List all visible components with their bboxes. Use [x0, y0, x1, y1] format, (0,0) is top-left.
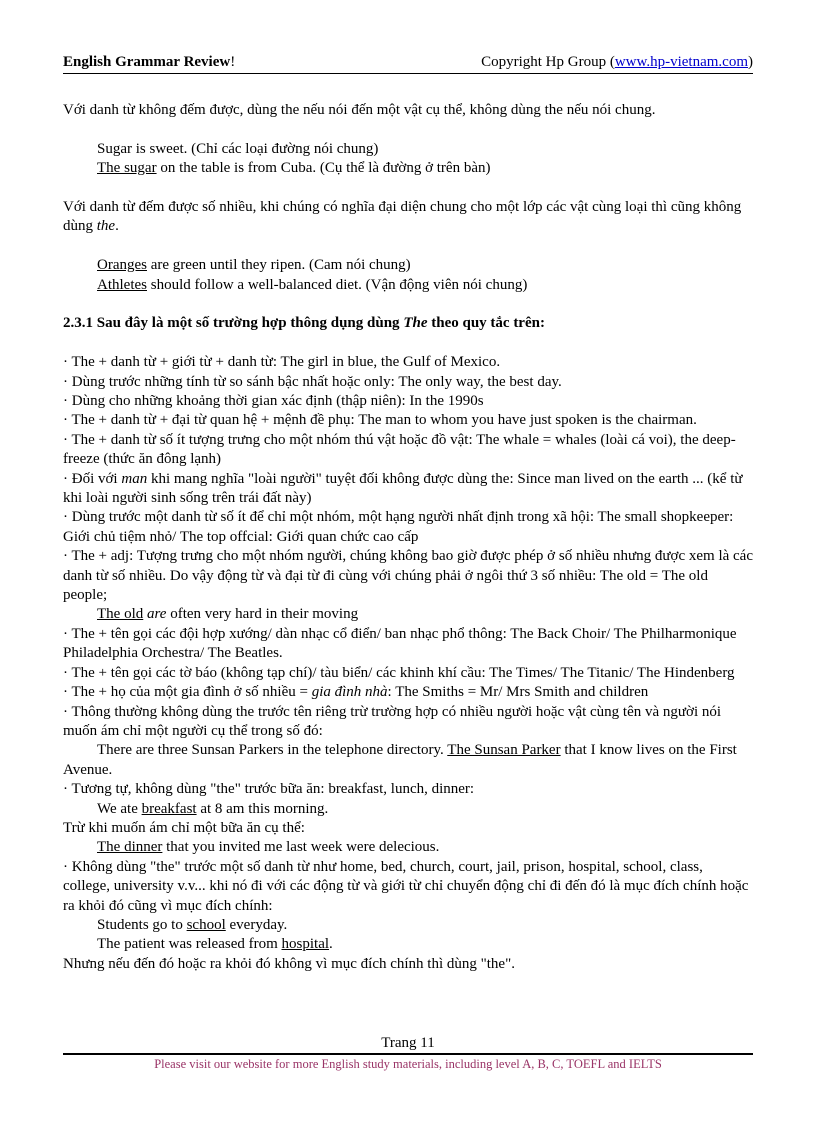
paragraph-uncountable: Với danh từ không đếm được, dùng the nếu nói đến một vật cụ thể, không dùng the nếu nói chung. [63, 102, 656, 118]
header-copyright: Copyright Hp Group (www.hp-vietnam.com) [481, 54, 753, 70]
example-oranges: Oranges are green until they ripen. (Cam nói chung) [97, 257, 411, 274]
rule-item: · Dùng trước những tính từ so sánh bậc nhất hoặc only: The only way, the best day. [63, 373, 562, 390]
rule-item: Trừ khi muốn ám chỉ một bữa ăn cụ thể: [63, 819, 305, 836]
rule-item: · The + danh từ số ít tượng trưng cho một nhóm thú vật hoặc đồ vật: The whale = whales (loài cá voi), the deep-freeze (thức ăn đông lạnh) [63, 431, 736, 468]
page-header [63, 52, 753, 72]
rule-item: Nhưng nếu đến đó hoặc ra khỏi đó không vì mục đích chính thì dùng "the". [63, 955, 515, 972]
example-athletes: Athletes should follow a well-balanced diet. (Vận động viên nói chung) [97, 276, 528, 293]
page-body [63, 101, 753, 974]
rule-item: · Đối với man khi mang nghĩa "loài người" tuyệt đối không được dùng the: Since man lived on the earth ... (kể từ khi loài người sinh sống trên trái đất này) [63, 470, 743, 507]
example-dinner: The dinner that you invited me last week were delecious. [97, 839, 440, 856]
example-sugar: Sugar is sweet. (Chỉ các loại đường nói chung) [97, 140, 379, 157]
rule-item: · Dùng cho những khoảng thời gian xác định (thập niên): In the 1990s [63, 393, 484, 410]
rule-item: · The + adj: Tượng trưng cho một nhóm người, chúng không bao giờ được phép ở số nhiều nhưng được xem là các danh từ số nhiều. Do vậy động từ và đại từ đi cùng với chúng phải ở ngôi thứ 3 số nhiều: The old = The old people; [63, 548, 753, 604]
website-link[interactable]: www.hp-vietnam.com [614, 54, 748, 70]
header-divider [63, 73, 753, 74]
example-school: Students go to school everyday. [97, 916, 288, 933]
rule-item: · The + tên gọi các đội hợp xướng/ dàn nhạc cổ điển/ ban nhạc phổ thông: The Back Choir/ The Philharmonique Philadelphia Orchestra/ The Beatles. [63, 625, 737, 662]
paragraph-plural: Với danh từ đếm được số nhiều, khi chúng có nghĩa đại diện chung cho một lớp các vật cùng loại thì cũng không dùng the. [63, 199, 742, 235]
rule-item: · The + họ của một gia đình ở số nhiều = gia đình nhà: The Smiths = Mr/ Mrs Smith and children [63, 684, 649, 701]
rule-item: · Tương tự, không dùng "the" trước bữa ăn: breakfast, lunch, dinner: [63, 781, 475, 798]
section-heading: 2.3.1 Sau đây là một số trường hợp thông dụng dùng The theo quy tắc trên: [63, 315, 545, 332]
example-the-sugar: The sugar on the table is from Cuba. (Cụ thể là đường ở trên bàn) [97, 160, 491, 177]
rule-item: · Thông thường không dùng the trước tên riêng trừ trường hợp có nhiều người hoặc vật cùng tên và người nói muốn ám chỉ một người cụ thể trong số đó: [63, 703, 722, 739]
footer-divider [63, 1053, 753, 1055]
page-number: Trang 11 [381, 1035, 435, 1051]
example-the-old: The old are often very hard in their moving [97, 606, 359, 623]
rule-item: · The + tên gọi các tờ báo (không tạp chí)/ tàu biển/ các khinh khí cầu: The Times/ The Titanic/ The Hindenberg [63, 664, 735, 681]
rule-item: · The + danh từ + giới từ + danh từ: The girl in blue, the Gulf of Mexico. [63, 354, 501, 371]
rule-item: · The + danh từ + đại từ quan hệ + mệnh đề phụ: The man to whom you have just spoken is the chairman. [63, 412, 697, 429]
footer-note: Please visit our website for more English study materials, including level A, B, C, TOEFL and IELTS [154, 1057, 662, 1071]
example-hospital: The patient was released from hospital. [97, 936, 333, 953]
example-sunsan-parker: There are three Sunsan Parkers in the telephone directory. The Sunsan Parker that I know lives on the First Avenue. [63, 742, 737, 778]
rule-item: · Không dùng "the" trước một số danh từ như home, bed, church, court, jail, prison, hospital, school, class, college, university v.v... khi nó đi với các động từ và giới từ chỉ chuyển động chỉ đi đến đó là mục đích chính hoặc ra khỏi đó cũng vì mục đích chính: [63, 858, 749, 914]
example-breakfast: We ate breakfast at 8 am this morning. [97, 800, 329, 817]
header-title: English Grammar Review! [63, 54, 236, 70]
rule-item: · Dùng trước một danh từ số ít để chỉ một nhóm, một hạng người nhất định trong xã hội: The small shopkeeper: Giới chủ tiệm nhỏ/ The top offcial: Giới quan chức cao cấp [63, 509, 734, 545]
